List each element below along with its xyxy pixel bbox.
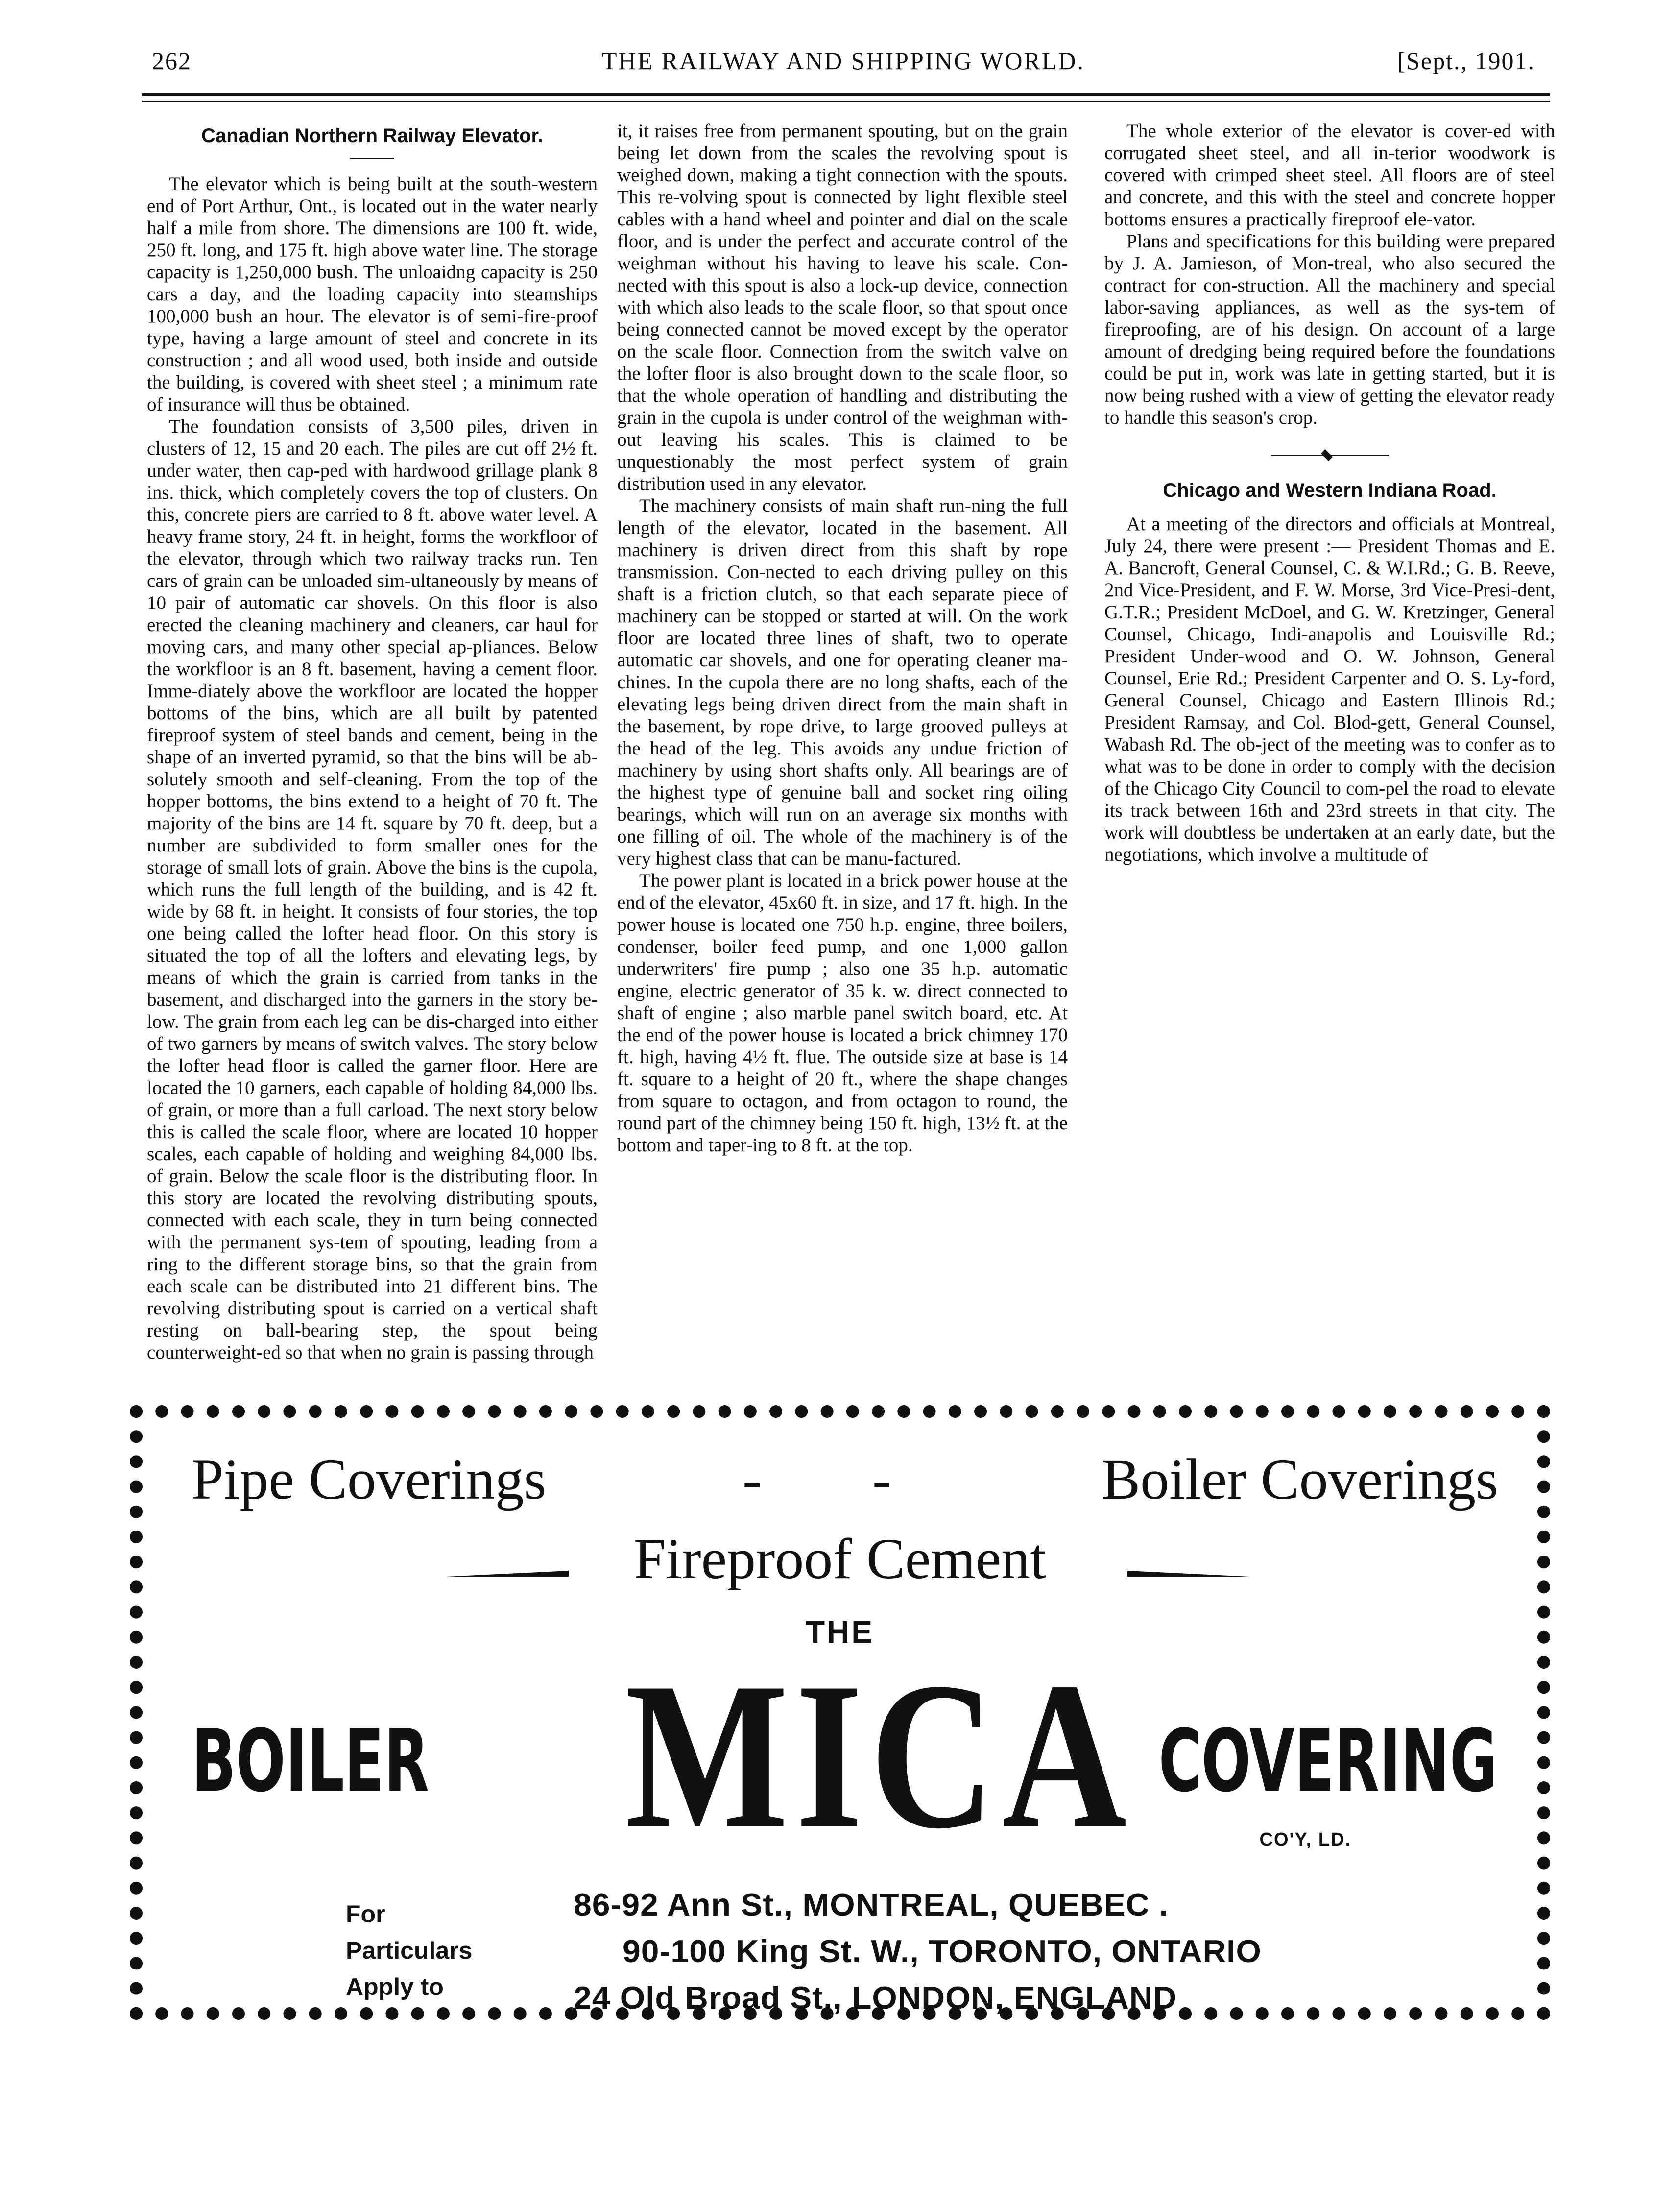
contact-prompt-line: Particulars [346, 1937, 473, 1964]
contact-prompt [346, 1896, 472, 2005]
article-paragraph: The machinery consists of main shaft run-ning the full length of the elevator, located in the basement. All machinery is driven direct from this shaft by rope transmission. Con-nected to each driving pulley on this shaft is a friction clutch, so that each separate piece of machinery can be stopped or started at will. On the work floor are located three lines of shaft, two to operate automatic car shovels, and one for operating cleaner ma-chines. In the cupola there are no long shafts, each of the elevating legs being driven direct from the main shaft in the basement, by rope drive, to large grooved pulleys at the head of the leg. This avoids any undue friction of machinery by using short shafts only. All bearings are of the highest type of genuine ball and socket ring oiling bearings, which will run on an average six months with one filling of oil. The whole of the machinery is of the very highest class that can be manu-factured. [617, 495, 1068, 869]
article-paragraph: The power plant is located in a brick power house at the end of the elevator, 45x60 ft. in size, and 17 ft. high. In the power house is located one 750 h.p. engine, three boilers, condenser, boiler feed pump, and one 1,000 gallon underwriters' fire pump ; also one 35 h.p. automatic engine, electric generator of 35 k. w. direct connected to shaft of engine ; also marble panel switch board, etc. At the end of the power house is located a brick chimney 170 ft. high, having 4½ ft. flue. The outside size at base is 14 ft. square to a height of 20 ft., where the shape changes from square to octagon, and from octagon to round, the round part of the chimney being 150 ft. high, 13½ ft. at the bottom and taper-ing to 8 ft. at the top. [617, 870, 1068, 1156]
address-toronto: 90-100 King St. W., TORONTO, ONTARIO [623, 1933, 1262, 1969]
section-ornament [1271, 450, 1389, 460]
article-paragraph: The elevator which is being built at the south-western end of Port Arthur, Ont., is located out in the water nearly half a mile from shore. The dimensions are 100 ft. wide, 250 ft. long, and 175 ft. high above water line. The storage capacity is 1,250,000 bush. The unloaidng capacity is 250 cars a day, and the loading capacity into steamships 100,000 bush an hour. The elevator is of semi-fire-proof type, having a large amount of steel and concrete in its construction ; and all wood used, both inside and outside the building, is covered with sheet steel ; a minimum rate of insurance will thus be obtained. [147, 173, 598, 415]
page-header [152, 47, 1535, 81]
article-paragraph-continued: it, it raises free from permanent spouting, but on the grain being let down from the scales the revolving spout is weighed down, making a tight connection with the spouts. This re-volving spout is connected by light flexible steel cables with a hand wheel and pointer and dial on the scale floor, and is under the perfect and accurate control of the weighman without his having to leave his scale. Con-nected with this spout is also a lock-up device, connection with which also leads to the scale floor, so that spout once being connected cannot be moved except by the operator on the scale floor. Connection from the switch valve on the lofter floor is also brought down to the scale floor, so that the whole operation of handling and distributing the grain in the cupola is under control of the weighman with-out leaving his scales. This is claimed to be unquestionably the most perfect system of grain distribution used in any elevator. [617, 121, 1068, 494]
header-rule-thin [142, 101, 1550, 102]
article-paragraph: The whole exterior of the elevator is cover-ed with corrugated sheet steel, and all in-terior woodwork is covered with crimped sheet steel. All floors are of steel and concrete, and this with the steel and concrete hopper bottoms ensures a practically fireproof ele-vator. [1104, 121, 1555, 230]
column-flow [1104, 120, 1555, 866]
ad-the: THE [806, 1614, 874, 1650]
wedge-ornament-right [1127, 1560, 1249, 1577]
title-rule [350, 158, 394, 159]
article-paragraph: Plans and specifications for this building were prepared by J. A. Jamieson, of Mon-treal, who also secured the contract for con-struction. All the machinery and special labor-saving appliances, as well as the sys-tem of fireproofing, are of his design. On account of a large amount of dredging being required before the foundations could be put in, work was late in getting started, but it is now being rushed with a view of getting the elevator ready to handle this season's crop. [1104, 231, 1555, 428]
contact-prompt-line: Apply to [346, 1973, 444, 2000]
text-column-2 [617, 120, 1068, 1384]
article-title: Chicago and Western Indiana Road. [1163, 480, 1497, 501]
header-rule-thick [142, 93, 1550, 96]
mica-logo: MICA [625, 1639, 1134, 1872]
address-montreal: 86-92 Ann St., MONTREAL, QUEBEC . [574, 1886, 1169, 1922]
ad-word-boiler: BOILER [192, 1712, 429, 1811]
ad-dash: - [743, 1447, 762, 1511]
column-flow [617, 120, 1068, 1156]
ad-heading-right: Boiler Coverings [1102, 1447, 1498, 1511]
advertisement [130, 1405, 1550, 2020]
ad-subheading: Fireproof Cement [633, 1527, 1047, 1591]
text-column-1 [147, 120, 598, 1384]
publication-title: THE RAILWAY AND SHIPPING WORLD. [601, 47, 1085, 74]
issue-date: [Sept., 1901. [1397, 47, 1535, 74]
company-suffix: CO'Y, LD. [1259, 1829, 1351, 1850]
article-paragraph: At a meeting of the directors and officials at Montreal, July 24, there were present :— President Thomas and E. A. Bancroft, General Counsel, C. & W.I.Rd.; G. B. Reeve, 2nd Vice-President, and F. W. Morse, 3rd Vice-Presi-dent, G.T.R.; President McDoel, and G. W. Kretzinger, General Counsel, Chicago, Indi-anapolis and Louisville Rd.; President Under-wood and O. W. Johnson, General Counsel, Erie Rd.; President Carpenter and O. S. Ly-ford, General Counsel, Chicago and Eastern Illinois Rd.; President Ramsay, and Col. Blod-gett, General Counsel, Wabash Rd. The ob-ject of the meeting was to confer as to what was to be done in order to comply with the decision of the Chicago City Council to com-pel the road to elevate its track between 16th and 23rd streets in that city. The work will doubtless be undertaken at an early date, but the negotiations, which involve a multitude of [1104, 513, 1555, 865]
ad-word-covering: COVERING [1158, 1712, 1497, 1811]
contact-prompt-line: For [346, 1900, 385, 1928]
article-title: Canadian Northern Railway Elevator. [201, 125, 543, 146]
ad-heading-left: Pipe Coverings [192, 1447, 547, 1511]
address-london: 24 Old Broad St., LONDON, ENGLAND [574, 1979, 1177, 2016]
ad-dash: - [872, 1447, 892, 1511]
article-paragraph: The foundation consists of 3,500 piles, driven in clusters of 12, 15 and 20 each. The piles are cut off 2½ ft. under water, then cap-ped with hardwood grillage plank 8 ins. thick, which completely covers the top of clusters. On this, concrete piers are carried to 8 ft. above water level. A heavy frame story, 24 ft. in height, forms the workfloor of the elevator, through which two railway tracks run. Ten cars of grain can be unloaded sim-ultaneously by means of 10 pair of automatic car shovels. On this floor is also erected the cleaning machinery and cleaners, car haul for moving cars, and many other special ap-pliances. Below the workfloor is an 8 ft. basement, having a cement floor. Imme-diately above the workfloor are located the hopper bottoms of the bins, which are all built by patented fireproof system of steel bands and cement, being in the shape of an inverted pyramid, so that the bins will be ab-solutely smooth and self-cleaning. From the top of the hopper bottoms, the bins extend to a height of 70 ft. The majority of the bins are 14 ft. square by 70 ft. deep, but a number are subdivided to form smaller ones for the storage of small lots of grain. Above the bins is the cupola, which runs the full length of the building, and is 42 ft. wide by 68 ft. in height. It consists of four stories, the top one being called the lofter head floor. On this story is situated the top of all the lofters and elevating legs, by means of which the grain is carried from tanks in the basement, and discharged into the garners in the story be-low. The grain from each leg can be dis-charged into either of two garners by means of switch valves. The story below the lofter head floor is called the garner floor. Here are located the 10 garners, each capable of holding 84,000 lbs. of grain, or more than a full carload. The next story below this is called the scale floor, where are located 10 hopper scales, each capable of holding and weighing 84,000 lbs. of grain. Below the scale floor is the distributing floor. In this story are located the revolving distributing spouts, connected with each scale, they in turn being connected with the permanent sys-tem of spouting, leading from a ring to the different storage bins, so that the grain from each scale can be distributed into 21 different bins. The revolving distributing spout is carried on a vertical shaft resting on ball-bearing step, the spout being counterweight-ed so that when no grain is passing through [147, 416, 598, 1363]
text-column-3 [1104, 120, 1555, 1384]
page-number: 262 [152, 47, 192, 74]
